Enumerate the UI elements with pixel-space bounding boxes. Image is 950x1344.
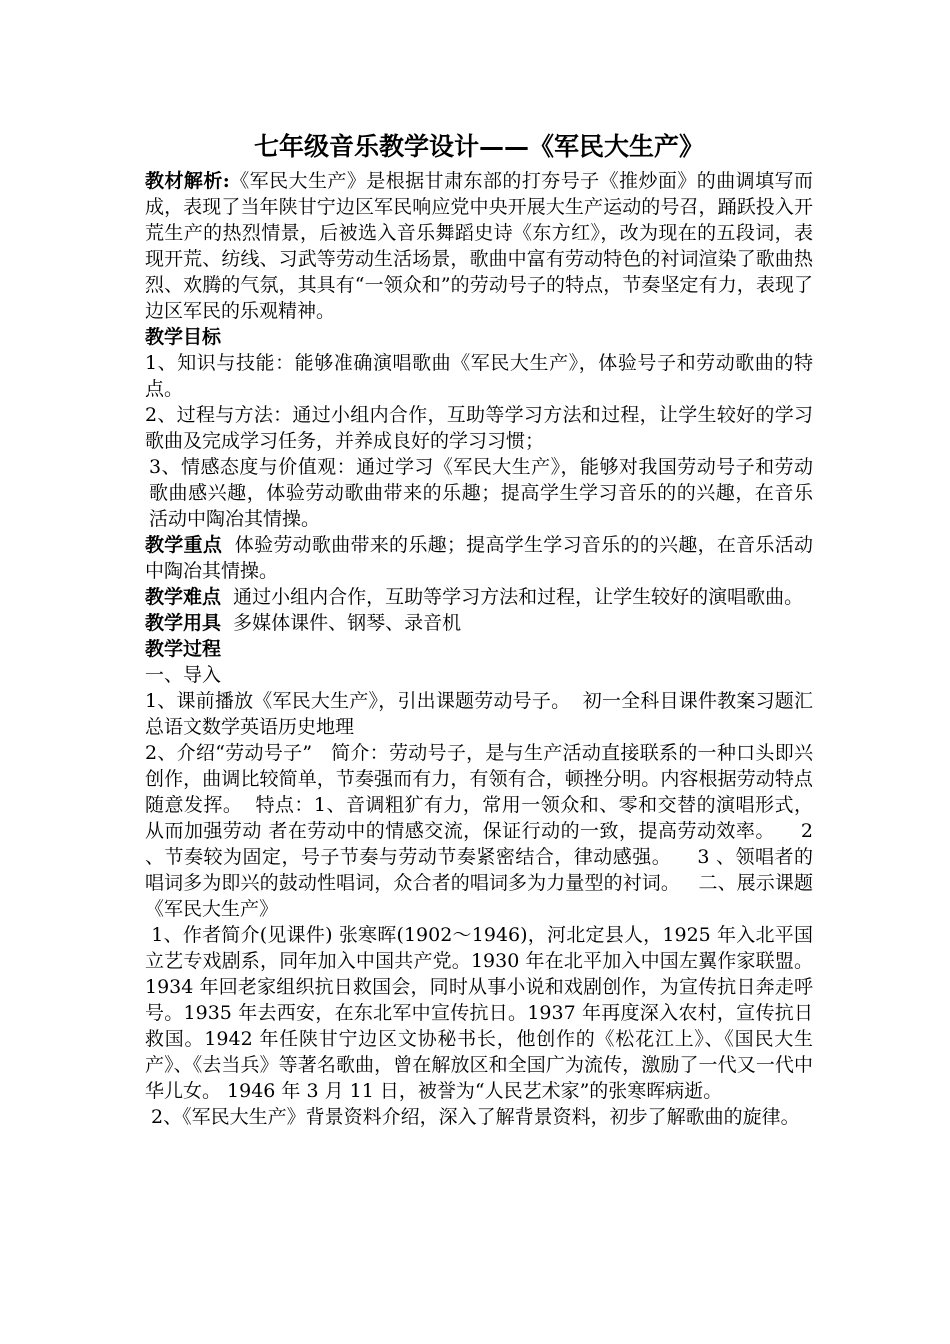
goals-heading: 教学目标: [145, 326, 222, 348]
key-point-paragraph: [145, 532, 813, 584]
key-point-text: 体验劳动歌曲带来的乐趣；提高学生学习音乐的的兴趣，在音乐活动中陶冶其情操。: [145, 534, 813, 582]
process-intro: 一、导入: [145, 664, 222, 686]
difficulty-text: 通过小组内合作，互助等学习方法和过程，让学生较好的演唱歌曲。: [221, 586, 804, 608]
analysis-text: 《军民大生产》是根据甘肃东部的打夯号子《推炒面》的曲调填写而成，表现了当年陕甘宁边区军民响应党中央开展大生产运动的号召，踊跃投入开荒生产的热烈情景，后被选入音乐舞蹈史诗《东方红》，改为现在的五段词，表现开荒、纺线、习武等劳动生活场景，歌曲中富有劳动特色的衬词渲染了歌曲热烈、欢腾的气氛，其具有“一领众和”的劳动号子的特点，节奏坚定有力，表现了边区军民的乐观精神。: [145, 170, 813, 322]
tools-text: 多媒体课件、钢琴、录音机: [221, 612, 462, 634]
tools-paragraph: [145, 610, 813, 636]
analysis-label: 教材解析:: [145, 170, 230, 192]
goal-item-emotion: 3、情感态度与价值观：通过学习《军民大生产》，能够对我国劳动号子和劳动歌曲感兴趣，体验劳动歌曲带来的乐趣；提高学生学习音乐的的兴趣，在音乐活动中陶冶其情操。: [149, 456, 813, 530]
difficulty-label: 教学难点: [145, 586, 222, 608]
process-step-2: 2、介绍“劳动号子” 简介：劳动号子，是与生产活动直接联系的一种口头即兴创作，曲调比较简单，节奏强而有力，有领有合，顿挫分明。内容根据劳动特点随意发挥。 特点：1、音调粗犷有力，常用一领众和、零和交替的演唱形式，从而加强劳动 者在劳动中的情感交流，保证行动的一致，提高劳动效率。 2 、节奏较为固定，号子节奏与劳动节奏紧密结合，律动感强。 3 、领唱者的唱词多为即兴的鼓动性唱词，众合者的唱词多为力量型的衬词。 二、展示课题《军民大生产》: [145, 742, 820, 920]
page-title: 七年级音乐教学设计——《军民大生产》: [253, 132, 704, 161]
process-author-intro: 1、作者简介(见课件) 张寒晖(1902～1946)，河北定县人，1925 年入北平国立艺专戏剧系，同年加入中国共产党。1930 年在北平加入中国左翼作家联盟。1934 年回老家组织抗日救国会，同时从事小说和戏剧创作，为宣传抗日奔走呼号。1935 年去西安，在东北军中宣传抗日。1937 年再度深入农村，宣传抗日救国。1942 年任陕甘宁边区文协秘书长，他创作的《松花江上》、《国民大生产》、《去当兵》等著名歌曲，曾在解放区和全国广为流传，激励了一代又一代中华儿女。 1946 年 3 月 11 日，被誉为“人民艺术家”的张寒晖病逝。: [145, 924, 813, 1102]
key-point-label: 教学重点: [145, 534, 223, 556]
difficulty-paragraph: [145, 584, 813, 610]
document-content: [145, 126, 820, 1130]
document-body: [145, 168, 820, 1130]
process-background: 2、《军民大生产》背景资料介绍，深入了解背景资料，初步了解歌曲的旋律。: [145, 1106, 800, 1128]
analysis-paragraph: [145, 168, 813, 324]
process-step-1: 1、课前播放《军民大生产》，引出课题劳动号子。 初一全科目课件教案习题汇总语文数学英语历史地理: [145, 690, 813, 738]
tools-label: 教学用具: [145, 612, 222, 634]
goal-item-process: 2、过程与方法：通过小组内合作，互助等学习方法和过程，让学生较好的学习歌曲及完成学习任务，并养成良好的学习习惯；: [145, 404, 813, 452]
process-heading: 教学过程: [145, 638, 222, 660]
goal-item-knowledge: 1、知识与技能：能够准确演唱歌曲《军民大生产》，体验号子和劳动歌曲的特点。: [145, 352, 813, 400]
